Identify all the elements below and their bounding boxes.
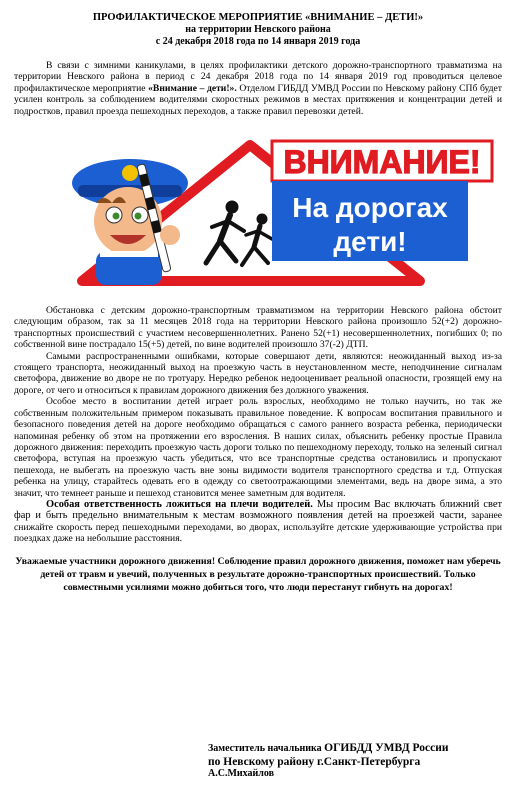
intro-text-2: Отделом ГИБДД УМВД России по Невскому району СПб будет усилен контроль за соблюдением водителями скоростных режимов в местах притяжения и концентрации детей и подростков, правил проезда пешеходных переходов, а также правил перевозки детей.	[14, 82, 502, 117]
event-name: «Внимание – дети!».	[148, 82, 237, 94]
signature-organization: по Невскому району г.Санкт-Петербурга	[208, 755, 421, 768]
banner-word-children: дети!	[333, 226, 407, 258]
adult-role-paragraph: Особое место в воспитании детей играет роль взрослых, необходимо не только научить, но так же собственным положительным примером показывать правильное поведение. К вопросам воспитания правильного и безопасного поведения детей на дороге необходимо обращаться с самого раннего возраста ребенка, периодически напоминая ребенку об этом на протяжении его взросления. В наших силах, объяснить ребенку простые Правила дорожного движения: переходить проезжую часть дороги только по пешеходному переходу, только на зеленый сигнал светофора, вступая на проезжую часть убедиться, что все транспортные средства остановились и пропускают пешехода, не выбегать на проезжую часть вне зоны видимости водителя транспортного средства и т.д. Отпуская ребенка на улицу, старайтесь одевать его в одежду со светоотражающими элементами, ведь на дворе зима, а это значит, что темнеет раньше и пешеход становится менее заметным для водителя.	[14, 396, 502, 499]
banner-word-roads: На дорогах	[292, 192, 448, 224]
banner-word-attention: ВНИМАНИЕ!	[283, 144, 481, 181]
signature-name: А.С.Михайлов	[208, 768, 275, 779]
banner-illustration	[0, 123, 516, 291]
drivers-request: Мы просим Вас включать ближний свет фар и быть предельно внимательным к местам возможного появления детей на проезжей части,	[14, 498, 502, 522]
drivers-paragraph	[14, 499, 502, 545]
drivers-lead: Особая ответственность ложиться на плечи водителей.	[46, 498, 313, 510]
warning-banner	[0, 123, 516, 291]
document-subtitle-district: на территории Невского района	[185, 24, 331, 35]
signature-block	[208, 742, 448, 781]
appeal-to-road-users: Уважаемые участники дорожного движения! Соблюдение правил дорожного движения, поможет нам уберечь детей от травм и увечий, полученных в результате дорожно-транспортных происшествий. Только совместными усилиями можно добиться того, что люди перестанут гибнуть на дорогах!	[15, 555, 501, 593]
intro-text-1: В связи с зимними каникулами, в целях профилактики детского дорожно-транспортного травматизма на территории Невского района в период с 24 декабря 2018 года по 14 января 2019 год проводиться целевое профилактическое мероприятие	[14, 60, 502, 94]
document-subtitle-dates: с 24 декабря 2018 года по 14 января 2019 года	[155, 36, 361, 47]
document-title: ПРОФИЛАКТИЧЕСКОЕ МЕРОПРИЯТИЕ «ВНИМАНИЕ – ДЕТИ!»	[92, 12, 424, 23]
drivers-advice: заранее снижайте скорость перед пешеходными переходами, во дворах, используйте детские удерживающие устройства при поездках даже на небольшие расстояния.	[14, 510, 502, 545]
intro-paragraph	[14, 60, 502, 117]
common-mistakes-paragraph: Самыми распространенными ошибками, которые совершают дети, являются: неожиданный выход из-за стоящего транспорта, неожиданный выход на проезжую часть в неустановленном месте, неподчинение сигналам светофора, движение во дворе не по тротуару. Нередко ребенок недооценивает реальной опасности, грозящей ему на дороге, от чего и относиться к правилам дорожного движения без должного уважения.	[14, 350, 502, 396]
statistics-paragraph: Обстановка с детским дорожно-транспортным травматизмом на территории Невского района обстоит следующим образом, так за 11 месяцев 2018 года на территории Невского района произошло 52(+2) дорожно-транспортных происшествий с участием несовершеннолетних. Ранено 52(+1) несовершеннолетних, погибших 0; по собственной вине пострадало 15(+5) детей, по вине водителей произошло 37(-2) ДТП.	[14, 305, 502, 351]
signature-position: Заместитель начальника ОГИБДД УМВД России	[208, 742, 449, 754]
